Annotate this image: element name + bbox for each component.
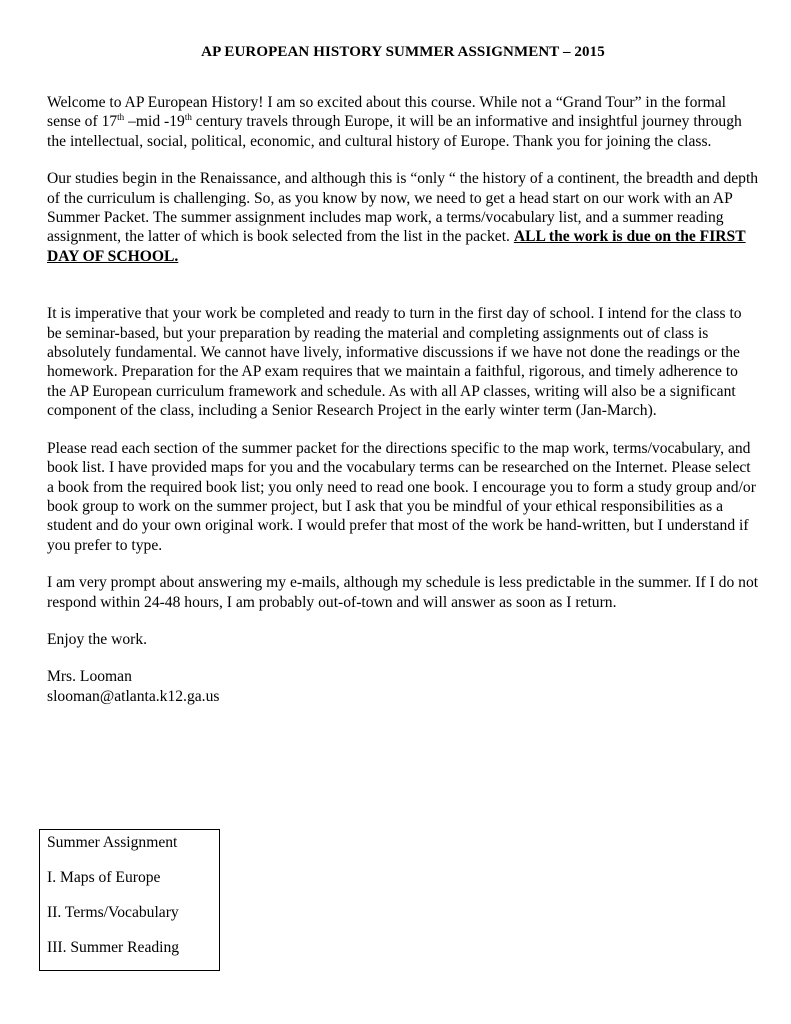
assignment-item-maps: I. Maps of Europe [47,869,161,886]
welcome-text-c: century travels through Europe, it will be an informative and insightful journey through the intellectual, social, political, economic, and cultural history of Europe. Thank you for joining the class. [47,113,742,150]
summer-assignment-box [39,829,220,971]
welcome-paragraph [47,93,759,151]
studies-paragraph [47,169,759,266]
welcome-text-a: Welcome to AP European History! I am so excited about this course. While not a “Grand Tour” in the formal sense of 17 [47,94,726,131]
assignment-item-reading: III. Summer Reading [47,939,180,956]
instructions-paragraph: Please read each section of the summer packet for the directions specific to the map work, terms/vocabulary, and book list. I have provided maps for you and the vocabulary terms can be researched on the Internet. Please select a book from the required book list; you only need to read one book. I encourage you to form a study group and/or book group to work on the summer project, but I ask that you be mindful of your ethical responsibilities as a student and do your own original work. I would prefer that most of the work be hand-written, but I understand if you prefer to type. [47,439,756,554]
signature-email: slooman@atlanta.k12.ga.us [47,687,220,705]
email-paragraph: I am very prompt about answering my e-mails, although my schedule is less predictable in the summer. If I do not respond within 24-48 hours, I am probably out-of-town and will answer as soon as I return. [47,574,759,611]
superscript-th-2: th [184,112,192,123]
closing-line: Enjoy the work. [47,630,148,648]
signature-name: Mrs. Looman [47,668,132,686]
due-date-emphasis: ALL the work is due on the FIRST DAY OF SCHOOL. [47,228,746,265]
welcome-text-b: –mid -19 [124,113,185,131]
summer-assignment-heading: Summer Assignment [47,834,178,851]
assignment-item-terms: II. Terms/Vocabulary [47,904,179,921]
document-title: AP EUROPEAN HISTORY SUMMER ASSIGNMENT – 2015 [201,44,605,60]
imperative-paragraph: It is imperative that your work be completed and ready to turn in the first day of school. I intend for the class to be seminar-based, but your preparation by reading the material and completing assignments out of class is absolutely fundamental. We cannot have lively, informative discussions if we have not done the readings or the homework. Preparation for the AP exam requires that we maintain a faithful, rigorous, and timely adherence to the AP European curriculum framework and schedule. As with all AP classes, writing will also be a significant component of the class, including a Senior Research Project in the early winter term (Jan-March). [47,305,742,420]
superscript-th-1: th [117,112,125,123]
document-body [47,44,759,706]
studies-text: Our studies begin in the Renaissance, and although this is “only “ the history of a continent, the breadth and depth of the curriculum is challenging. So, as you know by now, we need to get a head start on our work with an AP Summer Packet. The summer assignment includes map work, a terms/vocabulary list, and a summer reading assignment, the latter of which is book selected from the list in the packet. [47,170,759,246]
